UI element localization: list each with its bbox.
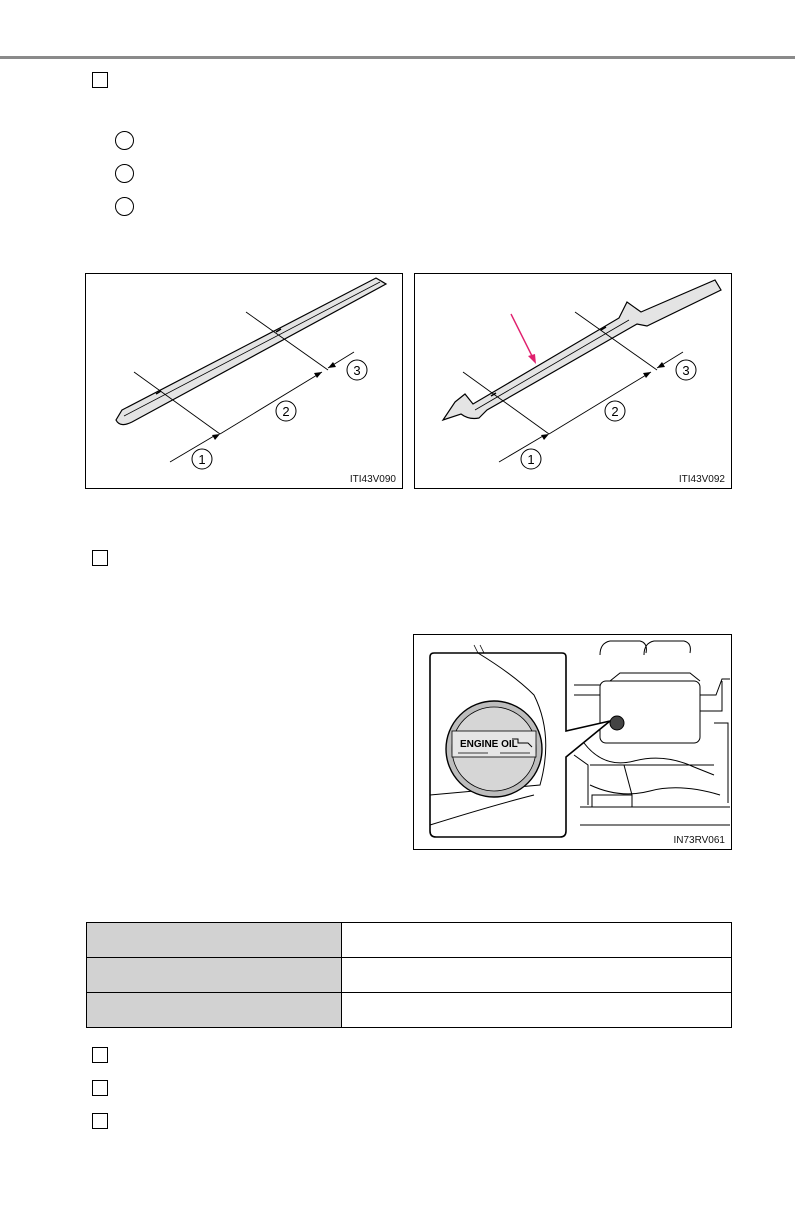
step-box bbox=[92, 1080, 108, 1096]
list-marker-circle bbox=[115, 164, 134, 183]
oil-cap-location bbox=[610, 716, 624, 730]
table-row bbox=[87, 958, 732, 993]
step-box bbox=[92, 550, 108, 566]
table-value-cell bbox=[342, 993, 732, 1028]
dipstick-illustration-a bbox=[86, 274, 404, 490]
step-box bbox=[92, 1113, 108, 1129]
dipstick-figure-b bbox=[414, 273, 732, 489]
dipstick-illustration-b bbox=[415, 274, 733, 490]
dipstick-figure-a bbox=[85, 273, 403, 489]
table-value-cell bbox=[342, 958, 732, 993]
table-row bbox=[87, 993, 732, 1028]
list-marker-circle bbox=[115, 197, 134, 216]
list-marker-circle bbox=[115, 131, 134, 150]
table-key-cell bbox=[87, 923, 342, 958]
callout-2: 2 bbox=[282, 404, 290, 419]
cap-label: ENGINE OIL bbox=[460, 739, 518, 750]
callout-2: 2 bbox=[611, 404, 619, 419]
table-row bbox=[87, 923, 732, 958]
header-rule bbox=[0, 56, 795, 59]
engine-bay-illustration bbox=[414, 635, 733, 851]
callout-3: 3 bbox=[353, 363, 361, 378]
oil-cap-figure bbox=[413, 634, 732, 850]
figure-code: IN73RV061 bbox=[673, 835, 725, 846]
table-value-cell bbox=[342, 923, 732, 958]
step-box bbox=[92, 72, 108, 88]
step-box bbox=[92, 1047, 108, 1063]
table-key-cell bbox=[87, 993, 342, 1028]
pointer-arrow bbox=[528, 354, 536, 364]
table-key-cell bbox=[87, 958, 342, 993]
oil-capacity-table bbox=[86, 922, 732, 1028]
callout-1: 1 bbox=[198, 452, 206, 467]
figure-code: ITI43V090 bbox=[349, 474, 396, 485]
figure-code: ITI43V092 bbox=[678, 474, 725, 485]
callout-1: 1 bbox=[527, 452, 535, 467]
callout-3: 3 bbox=[682, 363, 690, 378]
